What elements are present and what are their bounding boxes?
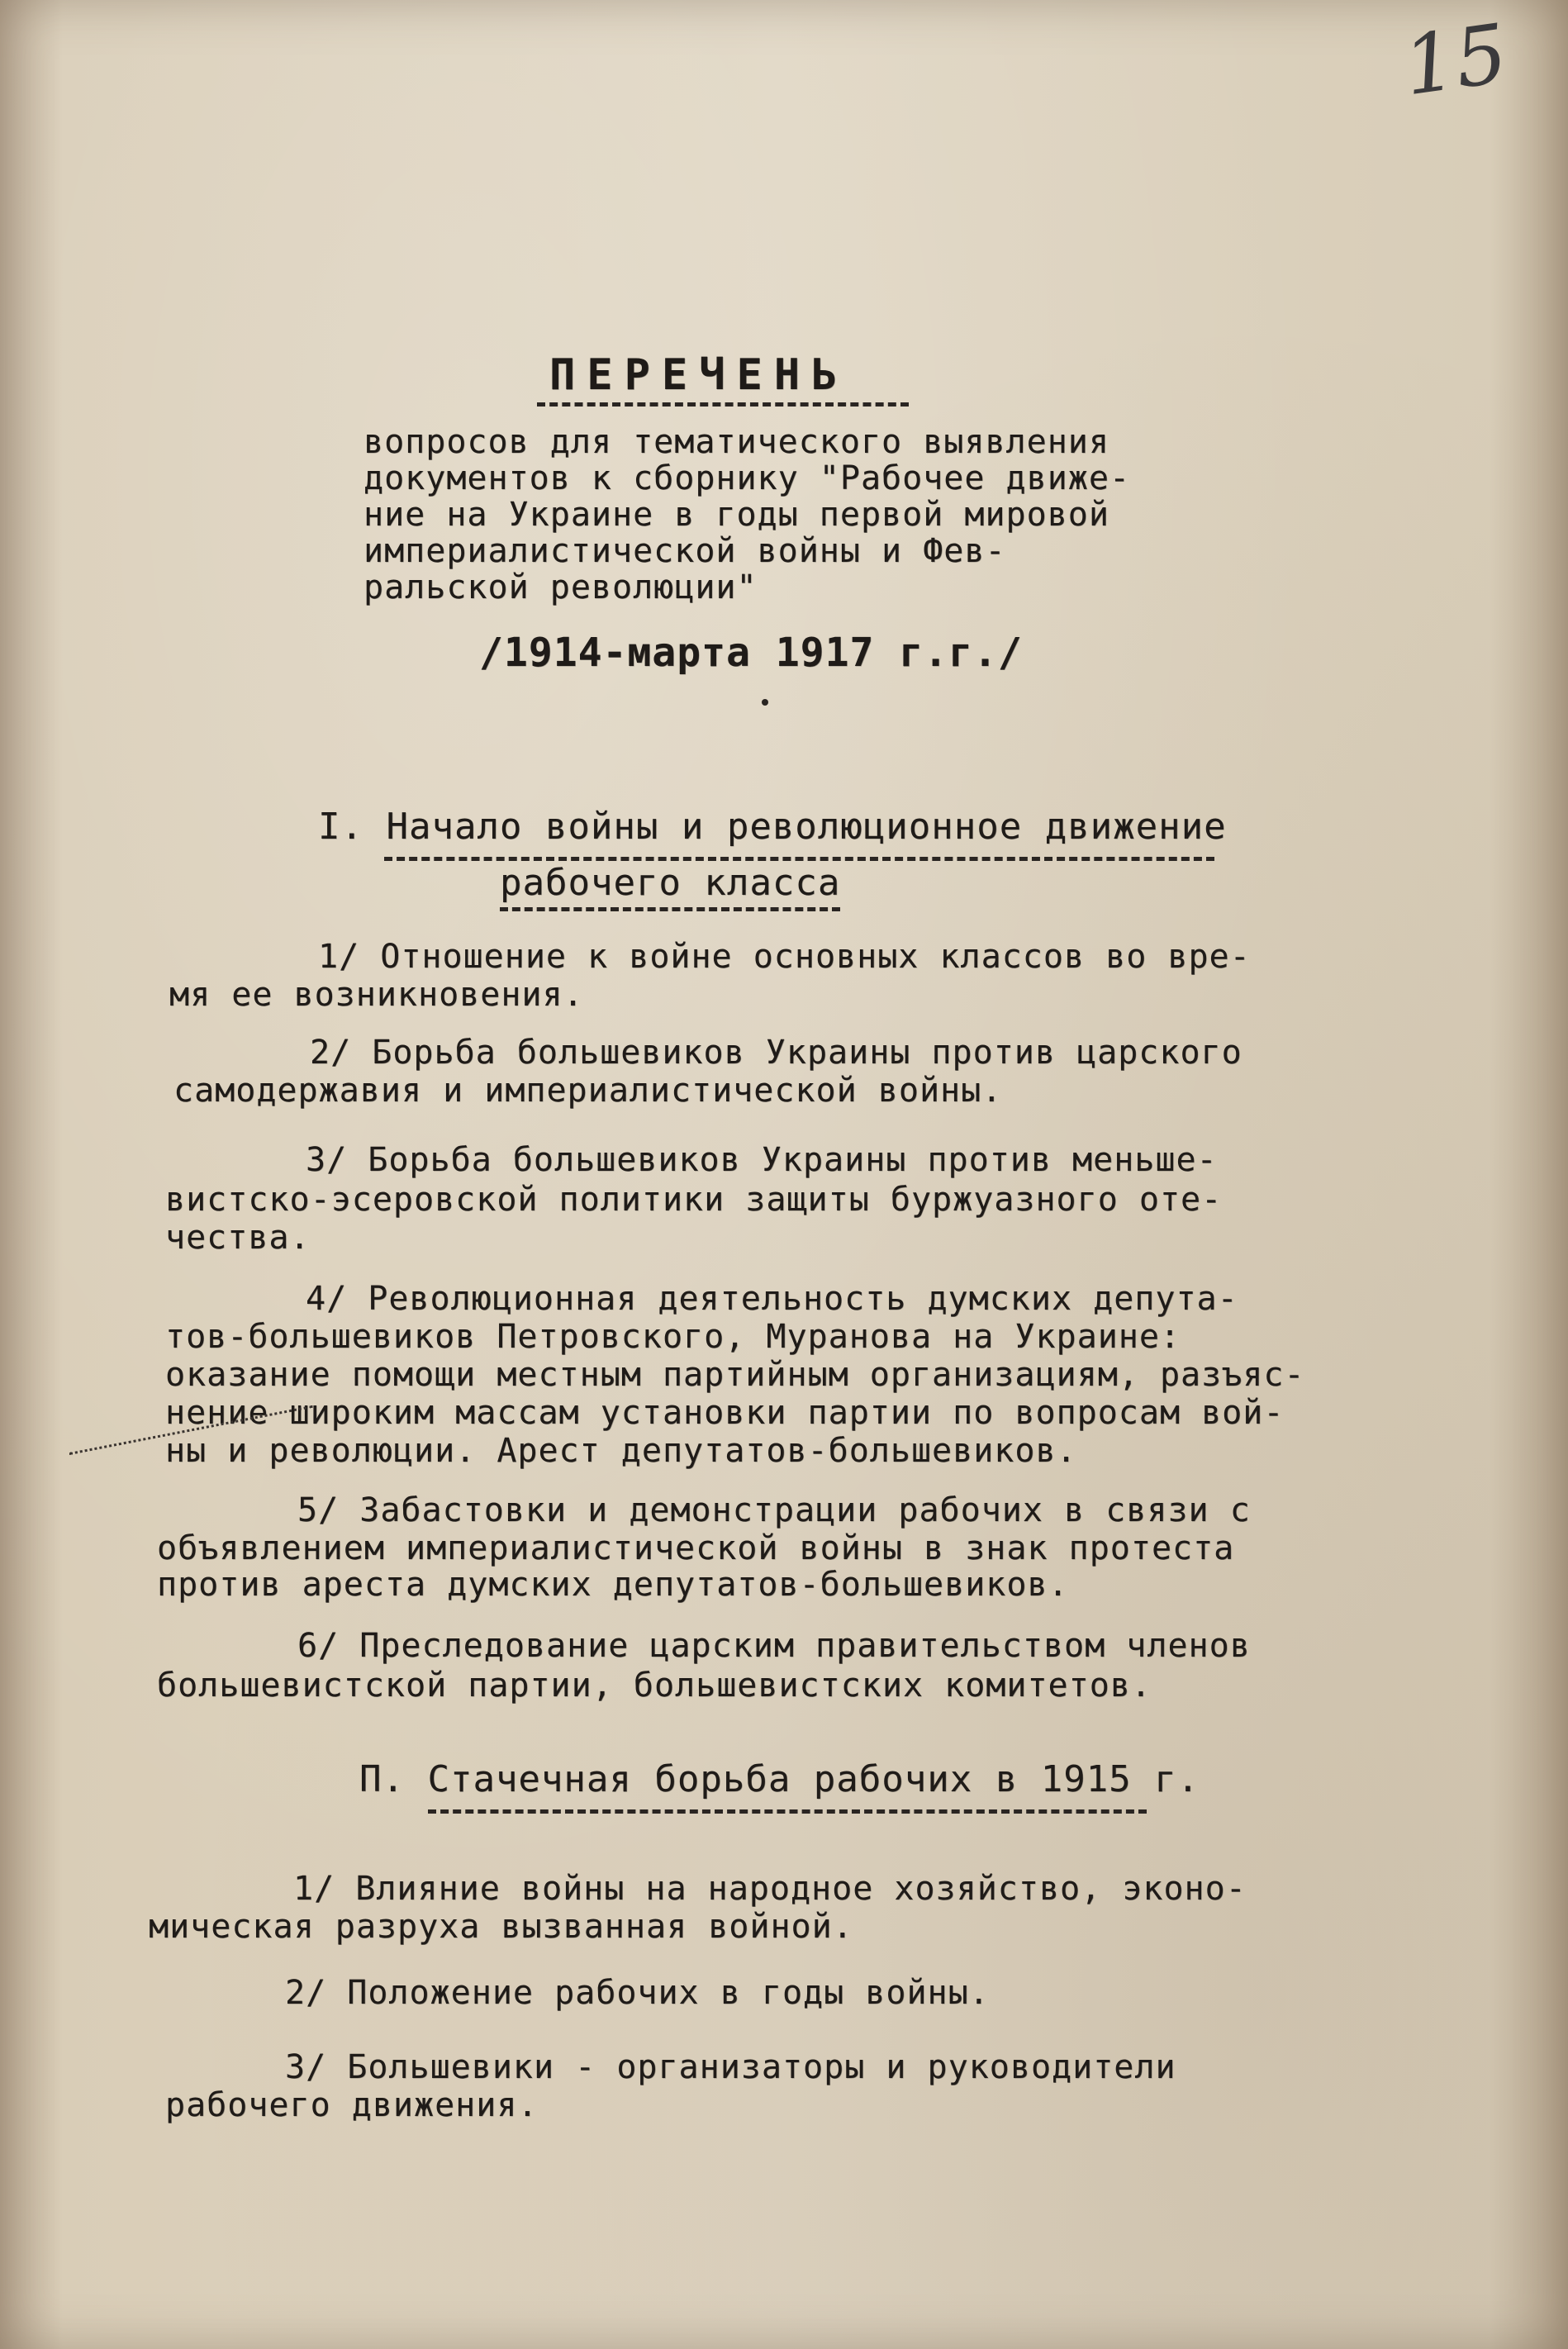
date-range: /1914-марта 1917 г.г./ xyxy=(479,630,1023,676)
section1-item4-line4: нение широким массам установки партии по вопросам вой- xyxy=(165,1394,1285,1432)
section2-item2-line1: 2/ Положение рабочих в годы войны. xyxy=(285,1974,990,2012)
section1-heading-line2: рабочего класса xyxy=(500,862,841,904)
ink-dot xyxy=(762,699,768,706)
section1-item3-line1: 3/ Борьба большевиков Украины против меньше- xyxy=(306,1141,1218,1179)
section2-heading: П. Стачечная борьба рабочих в 1915 г. xyxy=(359,1758,1200,1800)
section1-item5-line1: 5/ Забастовки и демонстрации рабочих в связи с xyxy=(297,1491,1251,1529)
section1-heading-underline-1 xyxy=(384,857,1214,861)
section1-heading-line1: I. Начало войны и революционное движение xyxy=(318,806,1227,848)
section1-item5-line3: против ареста думских депутатов-большевиков. xyxy=(157,1566,1069,1604)
section1-item2-line1: 2/ Борьба большевиков Украины против царского xyxy=(310,1034,1243,1072)
folio-number: 15 xyxy=(1398,7,1513,115)
section1-item4-line5: ны и революции. Арест депутатов-большевиков. xyxy=(165,1432,1077,1470)
section1-item5-line2: объявлением империалистической войны в знак протеста xyxy=(157,1529,1235,1567)
subtitle-line-2: документов к сборнику "Рабочее движе- xyxy=(363,459,1131,497)
section1-item4-line1: 4/ Революционная деятельность думских депута- xyxy=(306,1280,1238,1318)
section2-item3-line1: 3/ Большевики - организаторы и руководители xyxy=(285,2048,1176,2086)
title-underline xyxy=(537,402,909,407)
document-title: ПЕРЕЧЕНЬ xyxy=(549,350,849,400)
section1-item2-line2: самодержавия и империалистической войны. xyxy=(173,1072,1003,1110)
subtitle-line-3: ние на Украине в годы первой мировой xyxy=(363,496,1109,534)
section1-heading-underline-2 xyxy=(500,907,840,911)
section1-item3-line3: чества. xyxy=(165,1219,311,1257)
section1-item3-line2: вистско-эсеровской политики защиты буржуазного оте- xyxy=(165,1181,1223,1219)
section1-item4-line2: тов-большевиков Петровского, Муранова на Украине: xyxy=(165,1318,1181,1356)
section2-item1-line1: 1/ Влияние войны на народное хозяйство, эконо- xyxy=(293,1870,1247,1908)
subtitle-line-5: ральской революции" xyxy=(363,568,758,606)
section2-heading-underline xyxy=(428,1809,1147,1814)
subtitle-line-1: вопросов для тематического выявления xyxy=(363,423,1109,461)
section1-item6-line2: большевистской партии, большевистских комитетов. xyxy=(157,1667,1152,1705)
section1-item1-line2: мя ее возникновения. xyxy=(169,976,584,1014)
section2-item3-line2: рабочего движения. xyxy=(165,2086,539,2124)
section1-item6-line1: 6/ Преследование царским правительством членов xyxy=(297,1627,1251,1665)
section1-item4-line3: оказание помощи местным партийным организациям, разъяс- xyxy=(165,1356,1305,1394)
subtitle-line-4: империалистической войны и Фев- xyxy=(363,532,1006,570)
section2-item1-line2: мическая разруха вызванная войной. xyxy=(149,1908,853,1946)
section1-item1-line1: 1/ Отношение к войне основных классов во вре- xyxy=(318,938,1251,976)
